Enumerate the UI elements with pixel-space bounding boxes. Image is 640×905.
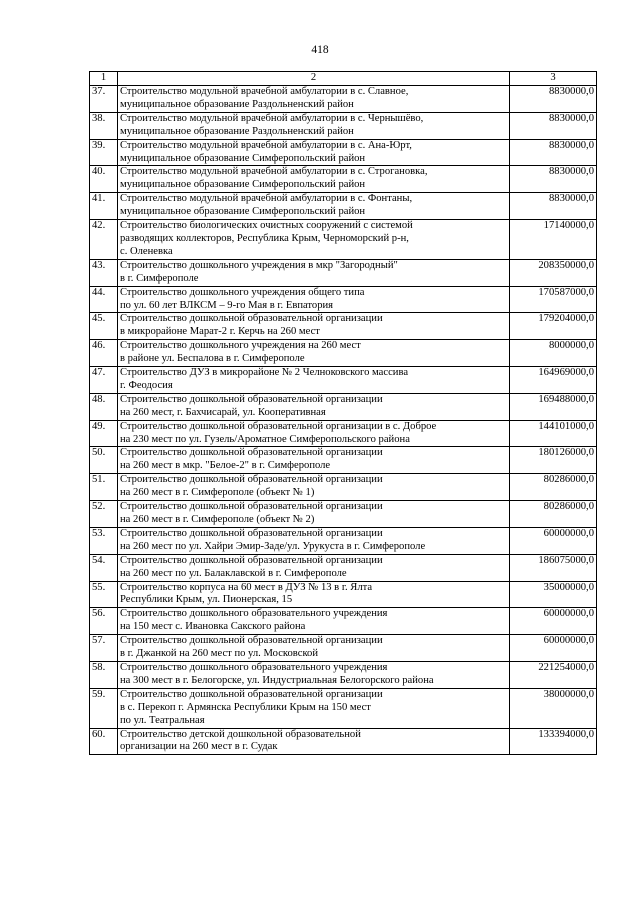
row-number: 38. (90, 112, 118, 139)
row-name: Строительство модульной врачебной амбулатории в с. Фонтаны, муниципальное образование Симферопольский район (118, 193, 510, 220)
row-amount: 164969000,0 (510, 367, 597, 394)
row-amount: 8830000,0 (510, 112, 597, 139)
row-name: Строительство дошкольной образовательной организации в с. Перекоп г. Армянска Республики Крым на 150 мест по ул. Театральная (118, 688, 510, 728)
row-amount: 208350000,0 (510, 259, 597, 286)
row-number: 56. (90, 608, 118, 635)
table-row (90, 220, 597, 260)
budget-table (89, 71, 597, 755)
row-name: Строительство дошкольной образовательной организации на 260 мест в мкр. "Белое-2" в г. Симферополе (118, 447, 510, 474)
row-name: Строительство дошкольной образовательной организации на 260 мест по ул. Хайри Эмир-Заде/ул. Урукуста в г. Симферополе (118, 527, 510, 554)
table-row (90, 286, 597, 313)
row-number: 51. (90, 474, 118, 501)
row-name: Строительство модульной врачебной амбулатории в с. Строгановка, муниципальное образование Симферопольский район (118, 166, 510, 193)
row-amount: 35000000,0 (510, 581, 597, 608)
row-number: 50. (90, 447, 118, 474)
row-amount: 17140000,0 (510, 220, 597, 260)
row-amount: 8830000,0 (510, 166, 597, 193)
row-amount: 80286000,0 (510, 501, 597, 528)
table-row (90, 474, 597, 501)
table-row (90, 393, 597, 420)
table-row (90, 661, 597, 688)
row-number: 47. (90, 367, 118, 394)
row-number: 49. (90, 420, 118, 447)
row-number: 58. (90, 661, 118, 688)
row-amount: 186075000,0 (510, 554, 597, 581)
table-row (90, 554, 597, 581)
row-number: 48. (90, 393, 118, 420)
table-row (90, 193, 597, 220)
row-amount: 38000000,0 (510, 688, 597, 728)
row-amount: 60000000,0 (510, 608, 597, 635)
row-number: 54. (90, 554, 118, 581)
row-number: 37. (90, 86, 118, 113)
header-cell-number: 1 (90, 72, 118, 86)
row-amount: 180126000,0 (510, 447, 597, 474)
table-row (90, 313, 597, 340)
table-header-row (90, 72, 597, 86)
row-name: Строительство дошкольного учреждения в мкр "Загородный" в г. Симферополе (118, 259, 510, 286)
row-amount: 133394000,0 (510, 728, 597, 755)
table-row (90, 420, 597, 447)
row-name: Строительство дошкольной образовательной организации на 260 мест по ул. Балаклавской в г. Симферополе (118, 554, 510, 581)
row-amount: 144101000,0 (510, 420, 597, 447)
row-number: 44. (90, 286, 118, 313)
row-number: 59. (90, 688, 118, 728)
table-body (90, 72, 597, 755)
row-name: Строительство дошкольной образовательной организации в микрорайоне Марат-2 г. Керчь на 260 мест (118, 313, 510, 340)
table-row (90, 501, 597, 528)
row-amount: 169488000,0 (510, 393, 597, 420)
page-number: 418 (311, 44, 329, 56)
row-number: 42. (90, 220, 118, 260)
row-amount: 8830000,0 (510, 193, 597, 220)
table-row (90, 340, 597, 367)
row-name: Строительство модульной врачебной амбулатории в с. Славное, муниципальное образование Раздольненский район (118, 86, 510, 113)
row-amount: 179204000,0 (510, 313, 597, 340)
row-number: 43. (90, 259, 118, 286)
row-number: 57. (90, 635, 118, 662)
row-amount: 60000000,0 (510, 527, 597, 554)
row-name: Строительство биологических очистных сооружений с системой разводящих коллекторов, Республика Крым, Черноморский р-н, с. Оленевка (118, 220, 510, 260)
row-name: Строительство дошкольной образовательной организации на 260 мест, г. Бахчисарай, ул. Кооперативная (118, 393, 510, 420)
row-amount: 8830000,0 (510, 139, 597, 166)
table-row (90, 527, 597, 554)
row-number: 40. (90, 166, 118, 193)
table-row (90, 581, 597, 608)
header-cell-name: 2 (118, 72, 510, 86)
row-number: 39. (90, 139, 118, 166)
row-amount: 8830000,0 (510, 86, 597, 113)
table-row (90, 608, 597, 635)
row-name: Строительство дошкольной образовательной организации в г. Джанкой на 260 мест по ул. Московской (118, 635, 510, 662)
row-name: Строительство дошкольного образовательного учреждения на 300 мест в г. Белогорске, ул. Индустриальная Белогорского района (118, 661, 510, 688)
row-name: Строительство детской дошкольной образовательной организации на 260 мест в г. Судак (118, 728, 510, 755)
row-number: 53. (90, 527, 118, 554)
table-row (90, 688, 597, 728)
row-name: Строительство дошкольного учреждения на 260 мест в районе ул. Беспалова в г. Симферополе (118, 340, 510, 367)
row-number: 45. (90, 313, 118, 340)
row-name: Строительство дошкольной образовательной организации на 260 мест в г. Симферополе (объект № 1) (118, 474, 510, 501)
table-row (90, 259, 597, 286)
row-number: 52. (90, 501, 118, 528)
row-amount: 170587000,0 (510, 286, 597, 313)
table-row (90, 166, 597, 193)
row-name: Строительство модульной врачебной амбулатории в с. Чернышёво, муниципальное образование Раздольненский район (118, 112, 510, 139)
row-name: Строительство корпуса на 60 мест в ДУЗ № 13 в г. Ялта Республики Крым, ул. Пионерская, 15 (118, 581, 510, 608)
row-number: 46. (90, 340, 118, 367)
row-number: 60. (90, 728, 118, 755)
row-amount: 60000000,0 (510, 635, 597, 662)
row-amount: 8000000,0 (510, 340, 597, 367)
row-name: Строительство дошкольной образовательной организации в с. Доброе на 230 мест по ул. Гузель/Ароматное Симферопольского района (118, 420, 510, 447)
row-name: Строительство ДУЗ в микрорайоне № 2 Челноковского массива г. Феодосия (118, 367, 510, 394)
table-row (90, 139, 597, 166)
row-name: Строительство модульной врачебной амбулатории в с. Ана-Юрт, муниципальное образование Симферопольский район (118, 139, 510, 166)
table-row (90, 635, 597, 662)
row-name: Строительство дошкольного образовательного учреждения на 150 мест с. Ивановка Сакского района (118, 608, 510, 635)
row-name: Строительство дошкольной образовательной организации на 260 мест в г. Симферополе (объект № 2) (118, 501, 510, 528)
table-row (90, 447, 597, 474)
header-cell-amount: 3 (510, 72, 597, 86)
table-row (90, 728, 597, 755)
table-row (90, 367, 597, 394)
row-amount: 80286000,0 (510, 474, 597, 501)
table-row (90, 112, 597, 139)
row-amount: 221254000,0 (510, 661, 597, 688)
row-number: 41. (90, 193, 118, 220)
table-row (90, 86, 597, 113)
row-name: Строительство дошкольного учреждения общего типа по ул. 60 лет ВЛКСМ – 9-го Мая в г. Евпатория (118, 286, 510, 313)
row-number: 55. (90, 581, 118, 608)
